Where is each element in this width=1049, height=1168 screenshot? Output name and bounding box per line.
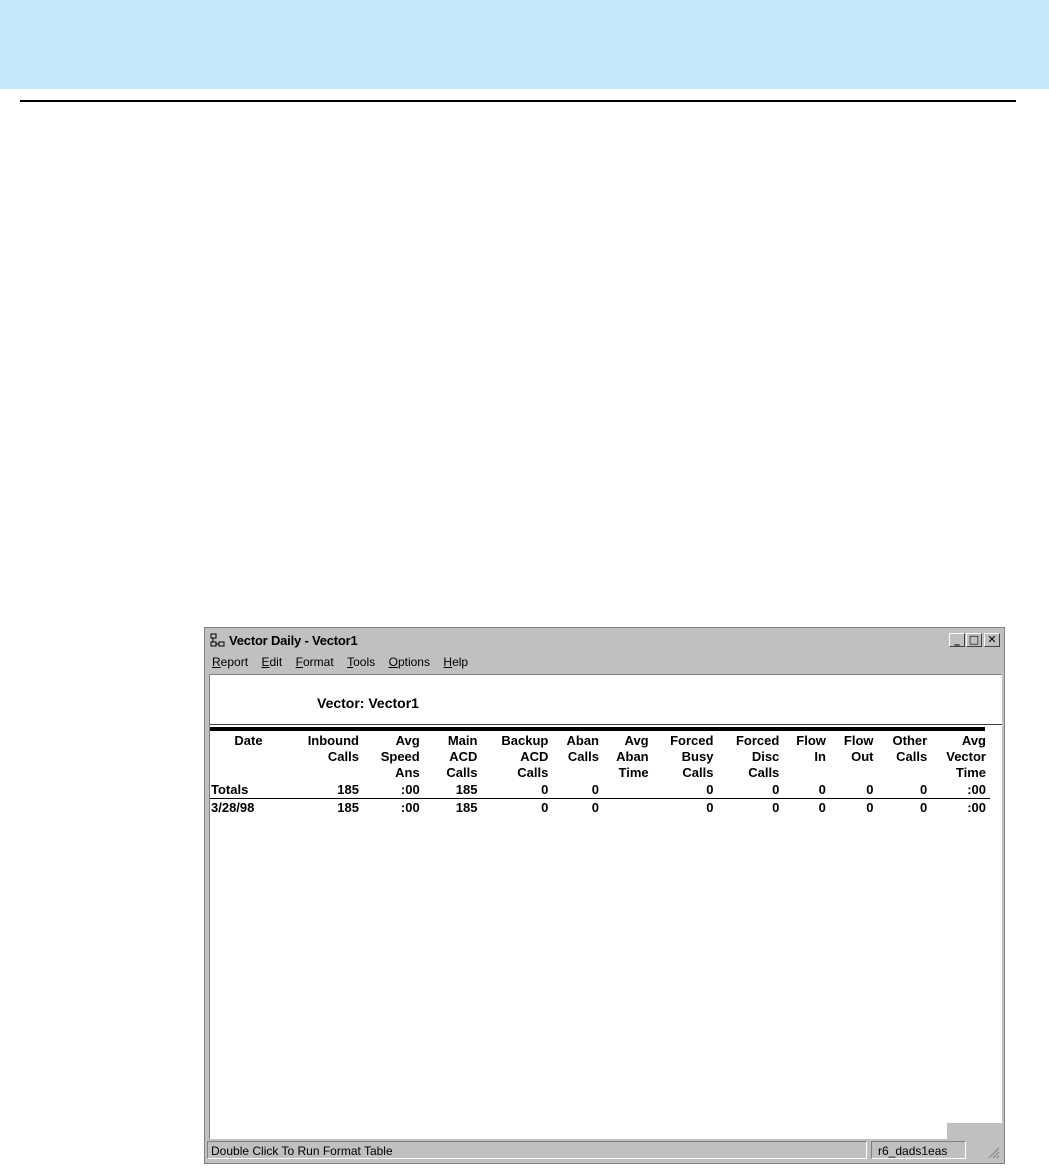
status-bar (207, 1139, 1002, 1161)
column-header-line: Busy (681, 749, 714, 764)
column-header-line: Forced (735, 733, 780, 748)
menu-tools[interactable] (347, 655, 375, 669)
column-header-line: Calls (327, 749, 359, 764)
menu-options-key: O (388, 655, 398, 669)
table-cell: 3/28/98 (211, 800, 255, 815)
column-header-line: Flow (796, 733, 826, 748)
table-cell: 0 (772, 800, 780, 815)
column-header-line: Avg (395, 733, 420, 748)
column-header[interactable] (603, 731, 653, 781)
table-cell: 0 (717, 781, 783, 799)
column-header[interactable] (210, 731, 287, 781)
menu-bar (207, 653, 1002, 673)
column-header[interactable] (717, 731, 783, 781)
column-header[interactable] (931, 731, 990, 781)
column-header[interactable] (878, 731, 932, 781)
status-server: r6_dads1eas (871, 1141, 966, 1159)
column-header-line: Aban (616, 749, 649, 764)
column-header[interactable] (783, 731, 830, 781)
table-cell: 0 (818, 800, 826, 815)
menu-report[interactable] (212, 655, 248, 669)
menu-help[interactable] (443, 655, 468, 669)
column-header-line: Calls (748, 765, 780, 780)
menu-edit-label: dit (269, 655, 283, 669)
column-header-line: Calls (446, 765, 478, 780)
column-header-line: Calls (682, 765, 714, 780)
column-header[interactable] (552, 731, 603, 781)
menu-tools-label: ools (353, 655, 376, 669)
column-header-line: Main (447, 733, 478, 748)
table-cell: 0 (552, 781, 603, 799)
report-content[interactable] (209, 674, 1002, 1139)
column-header-line: Flow (843, 733, 874, 748)
table-cell: 185 (287, 781, 363, 799)
header-row (210, 731, 990, 781)
table-cell: 0 (830, 781, 878, 799)
column-header-line: ACD (520, 749, 549, 764)
table-cell: 0 (866, 800, 874, 815)
table-cell: 0 (481, 781, 552, 799)
table-cell: 0 (783, 781, 830, 799)
column-header-line: Calls (517, 765, 549, 780)
scroll-corner (947, 1122, 1002, 1139)
menu-options-label: ptions (397, 655, 430, 669)
menu-help-key: H (443, 655, 453, 669)
table-cell: 0 (591, 800, 599, 815)
title-separator (210, 724, 1002, 725)
column-header[interactable] (481, 731, 552, 781)
report-title: Vector: Vector1 (317, 695, 419, 711)
header-rule (20, 100, 1016, 102)
table-cell: :00 (400, 800, 420, 815)
column-header[interactable] (287, 731, 363, 781)
table-row[interactable] (210, 799, 990, 817)
column-header-line: Inbound (307, 733, 359, 748)
resize-grip-icon[interactable] (986, 1145, 1000, 1159)
column-header-line: Avg (624, 733, 649, 748)
column-header-line: Ans (395, 765, 420, 780)
column-header-line: Aban (566, 733, 599, 748)
table-cell: :00 (967, 800, 986, 815)
table-cell: 0 (706, 800, 714, 815)
column-header[interactable] (363, 731, 424, 781)
menu-report-label: eport (220, 655, 249, 669)
column-header-line: ACD (449, 749, 478, 764)
column-header-line: Calls (896, 749, 928, 764)
column-header-line: In (814, 749, 826, 764)
column-header-line: Avg (961, 733, 986, 748)
column-header[interactable] (424, 731, 482, 781)
menu-tools-key: T (347, 655, 354, 669)
column-header-line: Speed (380, 749, 420, 764)
table-cell (603, 799, 653, 817)
status-message: Double Click To Run Format Table (207, 1141, 867, 1159)
menu-format[interactable] (296, 655, 334, 669)
column-header-line: Time (618, 765, 649, 780)
column-header[interactable] (830, 731, 878, 781)
table-cell: 185 (337, 800, 359, 815)
column-header-line: Time (955, 765, 986, 780)
column-header-line: Forced (670, 733, 714, 748)
menu-options[interactable] (389, 655, 430, 669)
table-cell: 0 (878, 781, 932, 799)
maximize-button[interactable]: □ (966, 633, 982, 647)
menu-edit[interactable] (261, 655, 282, 669)
table-cell: :00 (363, 781, 424, 799)
menu-help-label: elp (452, 655, 469, 669)
column-header-line: Vector (946, 749, 986, 764)
table-cell (603, 781, 653, 799)
table-cell: 0 (541, 800, 549, 815)
report-table[interactable] (210, 731, 990, 816)
menu-report-key: R (212, 655, 221, 669)
menu-format-key: F (295, 655, 303, 669)
column-header[interactable] (653, 731, 718, 781)
menu-format-label: ormat (302, 655, 334, 669)
window-title: Vector Daily - Vector1 (229, 633, 358, 648)
table-cell: 185 (455, 800, 478, 815)
table-cell: 0 (653, 781, 718, 799)
table-cell: Totals (210, 781, 287, 799)
report-window (204, 627, 1005, 1164)
page-header-band (0, 0, 1049, 89)
vector-app-icon (210, 633, 226, 649)
column-header-line: Disc (751, 749, 780, 764)
menu-edit-key: E (261, 655, 270, 669)
table-cell: 0 (919, 800, 928, 815)
title-bar[interactable] (207, 630, 1002, 651)
totals-row[interactable] (210, 781, 990, 799)
column-header-line: Date (234, 733, 263, 748)
table-cell: :00 (931, 781, 990, 799)
column-header-line: Calls (567, 749, 599, 764)
table-cell: 185 (424, 781, 482, 799)
column-header-line: Other (892, 733, 928, 748)
column-header-line: Out (851, 749, 874, 764)
column-header-line: Backup (501, 733, 549, 748)
minimize-button[interactable]: _ (949, 633, 965, 647)
close-button[interactable]: ✕ (984, 633, 1000, 647)
